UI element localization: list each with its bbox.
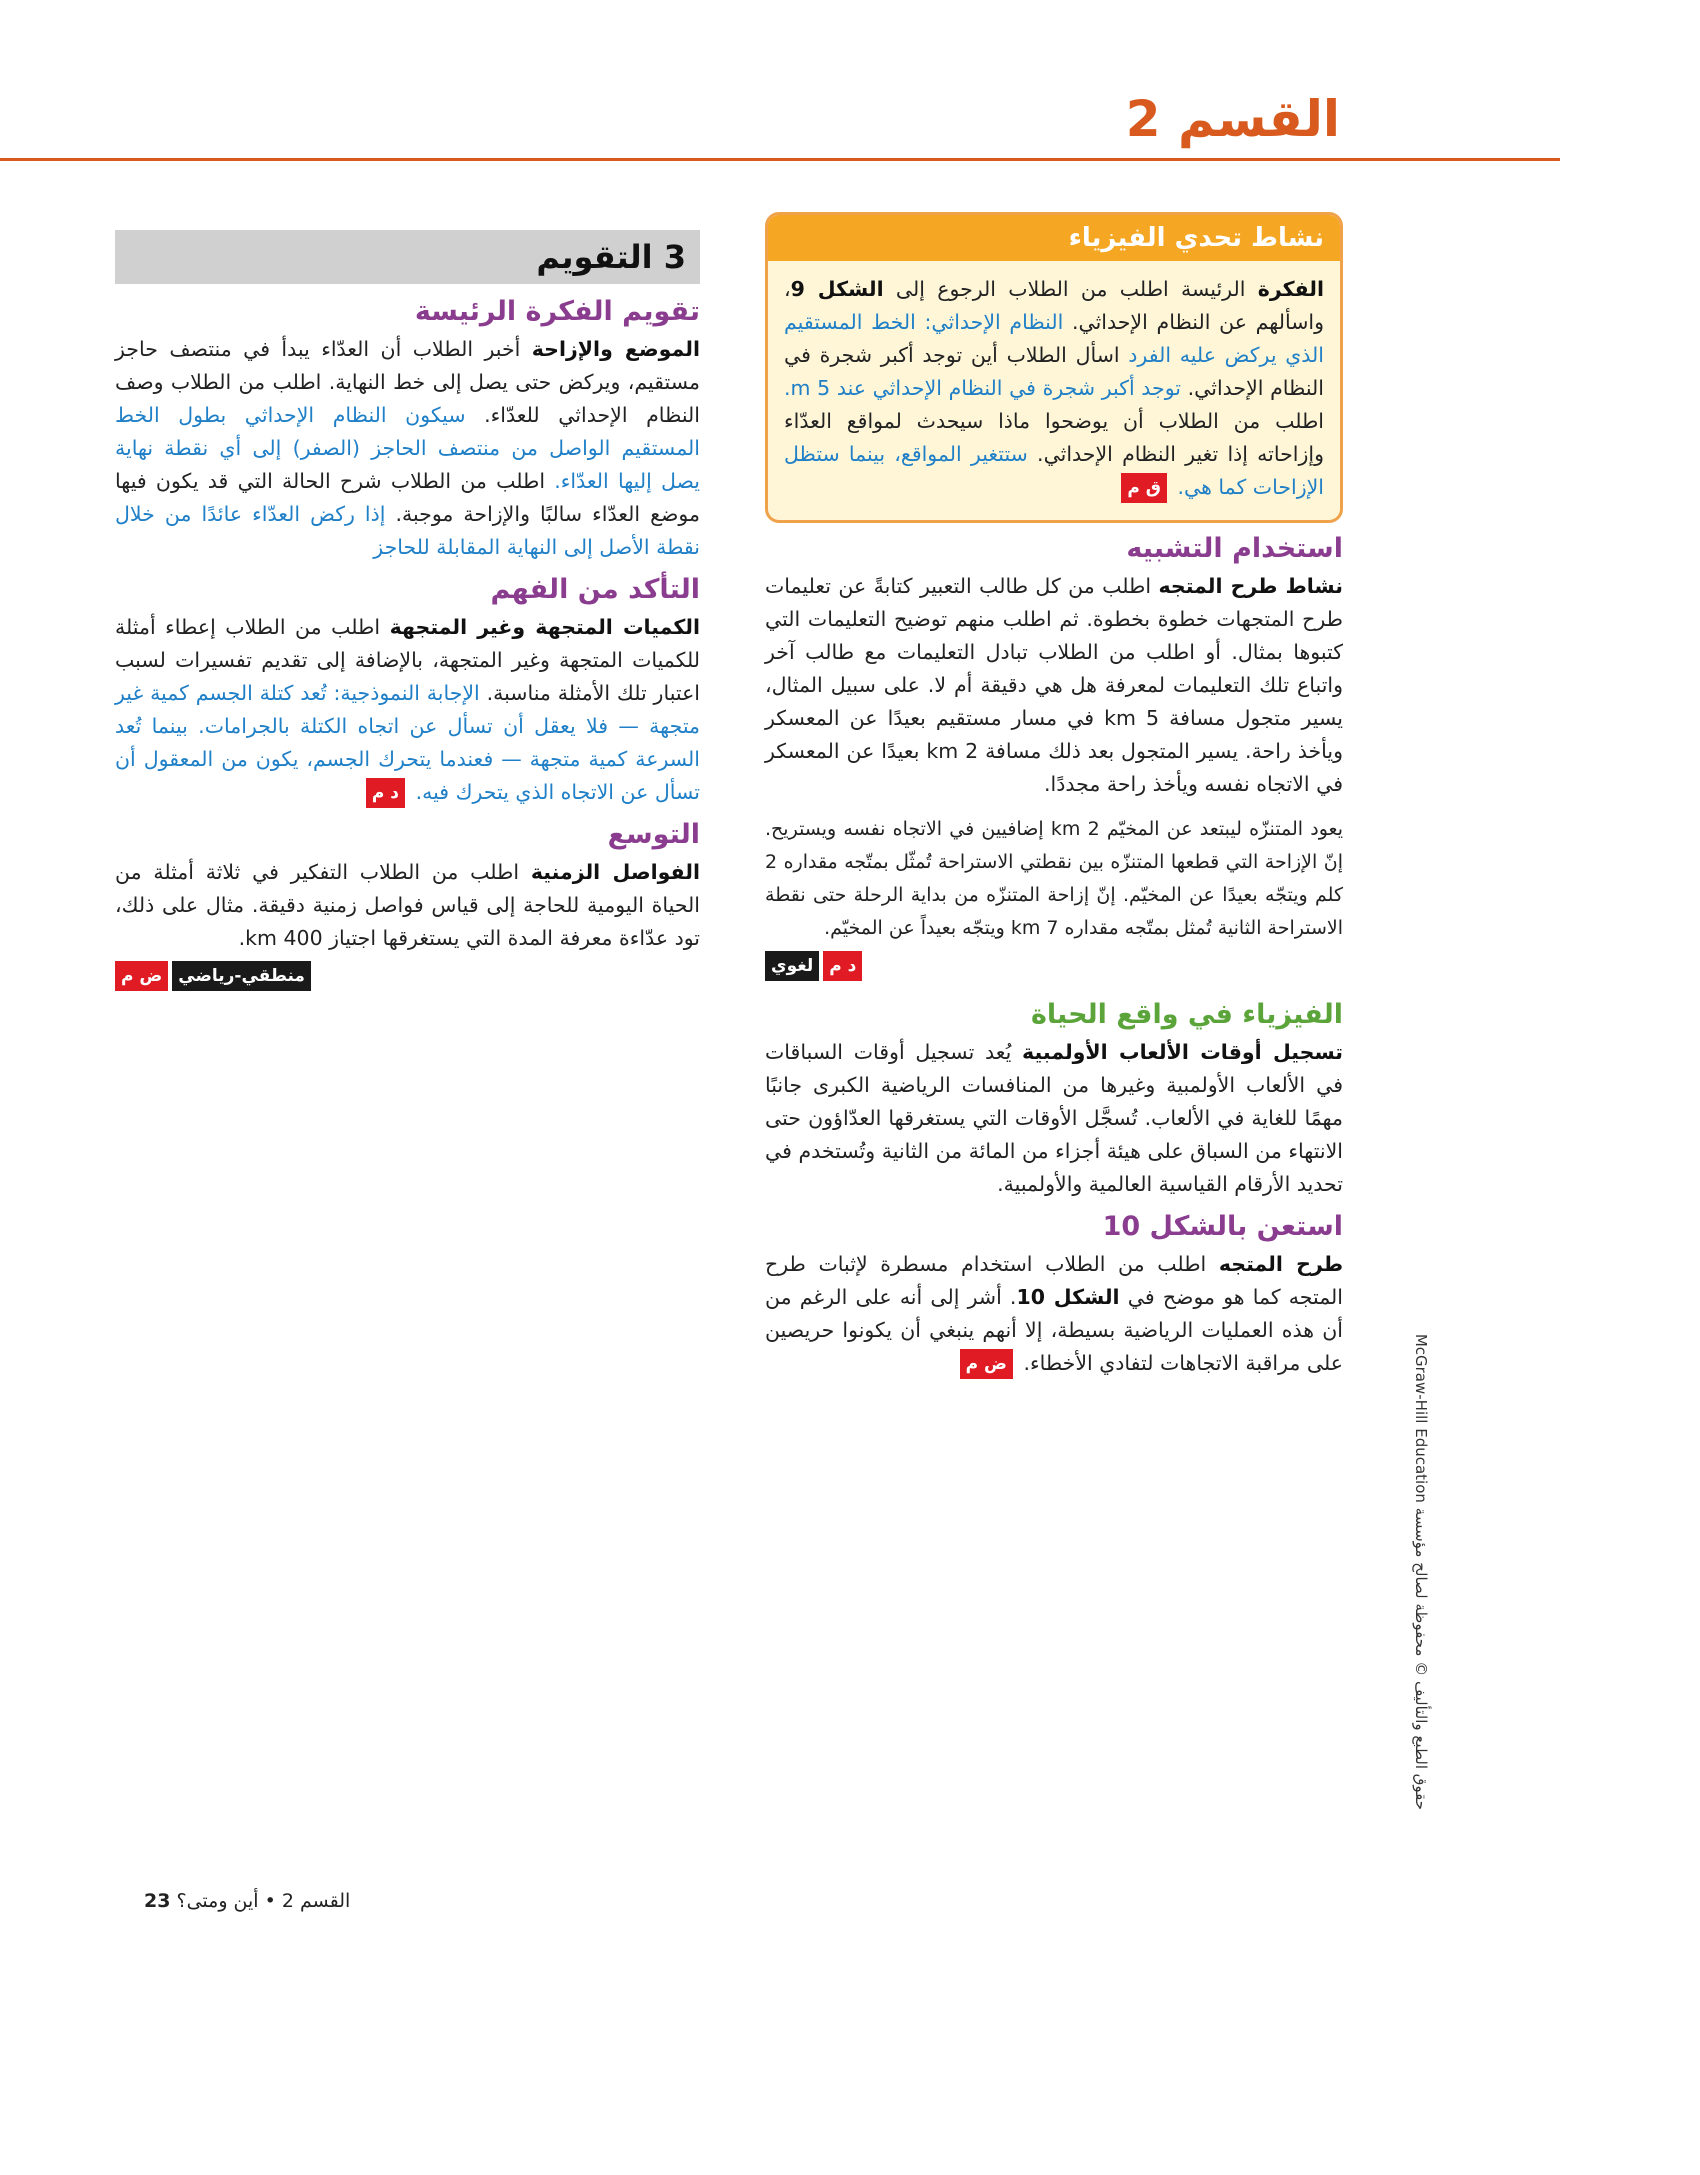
figure10-heading: استعن بالشكل 10	[1102, 1211, 1343, 1242]
extension-heading: التوسع	[607, 819, 700, 850]
analogy-paragraph-2: يعود المتنزّه ليبتعد عن المخيّم 2 km إضافيين في الاتجاه نفسه ويستريح. إنّ الإزاحة التي قطعها المتنزّه بين نقطتي الاستراحة تُمثّل بمتّجه مقداره 2 كلم ويتجّه بعيدًا عن المخيّم. إنّ إزاحة المتنزّه من بداية الرحلة حتى نقطة الاستراحة الثانية تُمثل بمتّجه مقداره 7 km ويتجّه بعيداً عن المخيّم.	[765, 818, 1344, 939]
check-answer: الإجابة النموذجية: تُعد كتلة الجسم كمية غير متجهة — فلا يعقل أن تسأل عن اتجاه الكتلة بالجرامات. بينما تُعد السرعة كمية متجهة — فعندما يتحرك الجسم، يكون من المعقول أن تسأل عن الاتجاه الذي يتحرك فيه.	[115, 681, 700, 804]
check-label: الكميات المتجهة وغير المتجهة	[389, 615, 701, 639]
check-paragraph	[115, 611, 700, 809]
left-column	[115, 230, 700, 991]
challenge-answer1: النظام الإحداثي: الخط المستقيم الذي يركض عليه الفرد	[784, 310, 1325, 367]
challenge-text4: اطلب من الطلاب أن يوضحوا ماذا سيحدث لمواقع العدّاء وإزاحاته إذا تغير النظام الإحداثي.	[784, 409, 1324, 466]
figure10-text2: . أشر إلى أنه على الرغم من أن هذه العمليات الرياضية بسيطة، إلا أنهم ينبغي أن يكونوا حريصين على مراقبة الاتجاهات لتفادي الأخطاء.	[765, 1285, 1343, 1375]
figure10-paragraph	[765, 1248, 1343, 1380]
assessment-title: 3 التقويم	[115, 230, 700, 284]
analogy-tags	[765, 951, 1343, 981]
challenge-label: الفكرة	[1257, 277, 1324, 301]
figure10-text1: اطلب من الطلاب استخدام مسطرة لإثبات طرح المتجه كما هو موضح في	[765, 1252, 1344, 1309]
reallife-text: يُعد تسجيل أوقات السباقات في الألعاب الأولمبية وغيرها من المنافسات الرياضية الكبرى جانبًا مهمًا للغاية في الألعاب. تُسجَّل الأوقات التي يستغرقها العدّاؤون حتى الانتهاء من السباق على هيئة أجزاء من المائة من الثانية وتُستخدم في تحديد الأرقام القياسية العالمية والأولمبية.	[765, 1040, 1343, 1196]
analogy-text: اطلب من كل طالب التعبير كتابةً عن تعليمات طرح المتجهات خطوة بخطوة. ثم اطلب منهم توضيح التعليمات التي كتبوها بمثال. أو اطلب من الطلاب تبادل التعليمات مع طالب آخر واتباع تلك التعليمات لمعرفة هل هي دقيقة أم لا. على سبيل المثال، يسير متجول مسافة 5 km في مسار مستقيم بعيدًا عن المعسكر ويأخذ راحة. يسير المتجول بعد ذلك مسافة 2 km بعيدًا عن المعسكر في الاتجاه نفسه ويأخذ راحة مجددًا.	[765, 574, 1343, 796]
copyright-spine: حقوق الطبع والتأليف © محفوظة لصالح مؤسسة McGraw-Hill Education	[1412, 1333, 1430, 1810]
figure-9-ref: الشكل 9	[790, 277, 884, 301]
challenge-body	[768, 261, 1340, 520]
check-text1: اطلب من الطلاب إعطاء أمثلة للكميات المتجهة وغير المتجهة، بالإضافة إلى تقديم تفسيرات لسبب اعتبار تلك الأمثلة مناسبة.	[115, 615, 700, 705]
figure-10-ref: الشكل 10	[1016, 1285, 1120, 1309]
analogy-tag-dm: د م	[823, 951, 862, 981]
extension-tags	[115, 961, 700, 991]
extension-label: الفواصل الزمنية	[530, 860, 700, 884]
page-footer	[130, 1890, 350, 1912]
check-tag: د م	[366, 778, 405, 808]
extension-tag-dm: ض م	[115, 961, 168, 991]
main-idea-answer1: سيكون النظام الإحداثي بطول الخط المستقيم الواصل من منتصف الحاجز (الصفر) إلى أي نقطة نهاية يصل إليها العدّاء.	[115, 403, 700, 493]
reallife-paragraph	[765, 1036, 1343, 1201]
main-idea-text1: أخبر الطلاب أن العدّاء يبدأ في منتصف حاجز مستقيم، ويركض حتى يصل إلى خط النهاية. اطلب من الطلاب وصف النظام الإحداثي للعدّاء.	[115, 337, 700, 427]
main-idea-answer2: إذا ركض العدّاء عائدًا من خلال نقطة الأصل إلى النهاية المقابلة للحاجز	[115, 502, 700, 559]
extension-paragraph	[115, 856, 700, 955]
reallife-label: تسجيل أوقات الألعاب الأولمبية	[1022, 1040, 1343, 1064]
reallife-heading: الفيزياء في واقع الحياة	[1030, 999, 1343, 1030]
challenge-title: نشاط تحدي الفيزياء	[768, 215, 1340, 261]
figure10-tag: ض م	[960, 1349, 1013, 1379]
challenge-text1: الرئيسة اطلب من الطلاب الرجوع إلى	[883, 277, 1258, 301]
extension-tag-logical: منطقي-رياضي	[172, 961, 311, 991]
challenge-answer3: ستتغير المواقع، بينما ستظل الإزاحات كما هي.	[784, 442, 1324, 499]
analogy-paragraph	[765, 570, 1343, 801]
footer-text: القسم 2 • أين ومتى؟	[176, 1890, 351, 1912]
page-number: 23	[144, 1890, 171, 1912]
main-idea-paragraph	[115, 333, 700, 564]
check-heading: التأكد من الفهم	[490, 574, 700, 605]
main-idea-text2: اطلب من الطلاب شرح الحالة التي قد يكون فيها موضع العدّاء سالبًا والإزاحة موجبة.	[115, 469, 700, 526]
challenge-text2: ، واسألهم عن النظام الإحداثي.	[784, 277, 1324, 334]
extension-text: اطلب من الطلاب التفكير في ثلاثة أمثلة من الحياة اليومية للحاجة إلى قياس فواصل زمنية دقيقة. مثال على ذلك، تود عدّاءة معرفة المدة التي يستغرقها اجتياز 400 km.	[115, 860, 700, 950]
analogy-label: نشاط طرح المتجه	[1158, 574, 1343, 598]
challenge-paragraph	[784, 273, 1324, 504]
main-idea-label: الموضع والإزاحة	[531, 337, 701, 361]
right-column	[765, 212, 1343, 1380]
challenge-tag: ق م	[1121, 473, 1167, 503]
figure10-label: طرح المتجه	[1218, 1252, 1343, 1276]
analogy-heading: استخدام التشبيه	[1126, 533, 1343, 564]
header-rule	[0, 158, 1560, 161]
section-title: القسم 2	[1125, 90, 1340, 148]
main-idea-heading: تقويم الفكرة الرئيسة	[414, 296, 700, 327]
analogy-tag-linguistic: لغوي	[765, 951, 819, 981]
physics-challenge-box	[765, 212, 1343, 523]
challenge-text3: اسأل الطلاب أين توجد أكبر شجرة في النظام الإحداثي.	[784, 343, 1324, 400]
challenge-answer2: توجد أكبر شجرة في النظام الإحداثي عند 5 m.	[784, 376, 1182, 400]
